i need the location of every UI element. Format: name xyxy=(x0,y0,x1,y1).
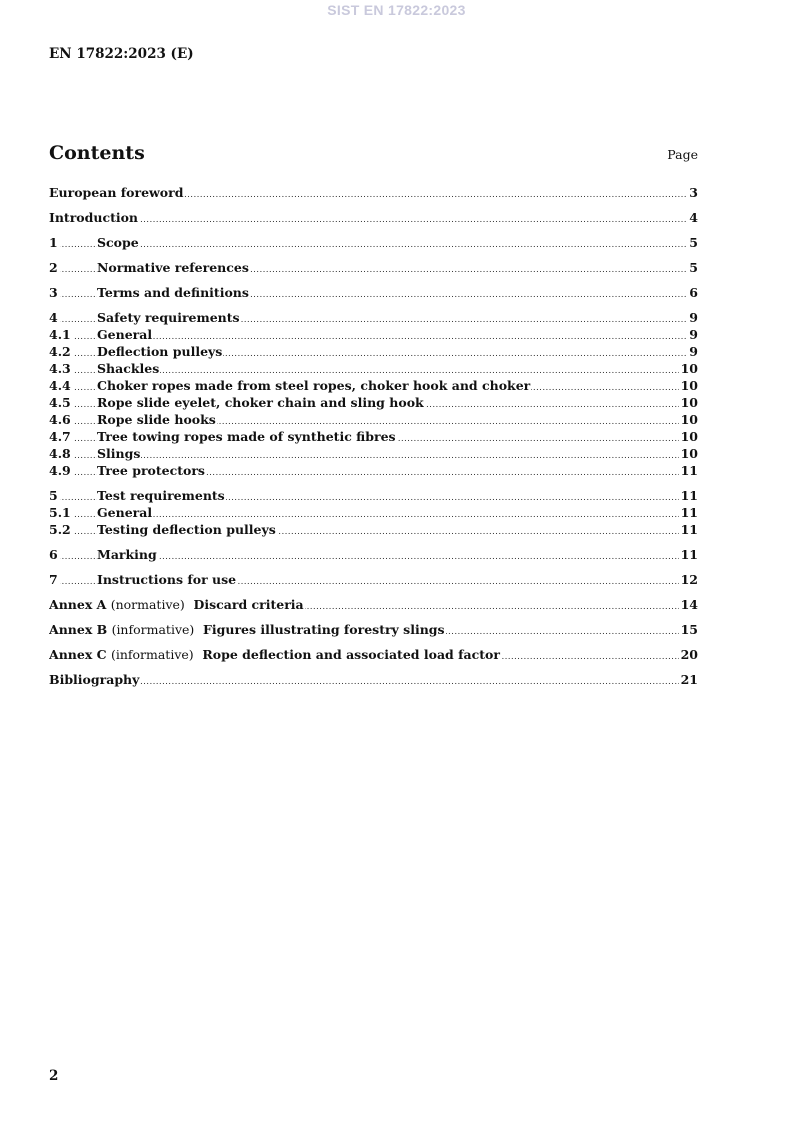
toc-entry-annex-b[interactable] xyxy=(49,621,698,638)
toc-title: Deflection pulleys xyxy=(97,344,223,359)
toc-title: Introduction xyxy=(49,210,139,225)
toc-entry-5-2[interactable] xyxy=(49,521,698,538)
toc-page: 11 xyxy=(680,522,698,537)
toc-number: 4.6 xyxy=(49,412,71,427)
toc-number: 4.1 xyxy=(49,327,71,342)
toc-title: Bibliography xyxy=(49,672,140,687)
toc-entry-4-7[interactable] xyxy=(49,428,698,445)
toc-number: 3 xyxy=(49,285,58,300)
toc-page: 10 xyxy=(680,395,698,410)
toc-entry-6[interactable] xyxy=(49,546,698,563)
toc-title: General xyxy=(97,327,153,342)
toc-page: 9 xyxy=(689,327,698,342)
watermark: SIST EN 17822:2023 xyxy=(327,2,466,18)
toc-page: 4 xyxy=(689,210,698,225)
toc-page: 10 xyxy=(680,429,698,444)
toc-number: 7 xyxy=(49,572,58,587)
toc-number: 4.4 xyxy=(49,378,71,393)
toc-title: Test requirements xyxy=(97,488,225,503)
toc-title: Tree towing ropes made of synthetic fibres xyxy=(97,429,396,444)
toc-title: Marking xyxy=(97,547,157,562)
toc-entry-4-8[interactable] xyxy=(49,445,698,462)
toc-entry-4-2[interactable] xyxy=(49,343,698,360)
toc-title: Rope deflection and associated load factor xyxy=(202,647,500,662)
leader-dots xyxy=(49,234,698,251)
toc-entry-4-1[interactable] xyxy=(49,326,698,343)
toc-page: 10 xyxy=(680,446,698,461)
toc-page: 9 xyxy=(689,310,698,325)
leader-dots xyxy=(49,445,698,462)
toc-page: 12 xyxy=(680,572,698,587)
toc-entry-4-4[interactable] xyxy=(49,377,698,394)
toc-number: 4.8 xyxy=(49,446,71,461)
toc-title: Terms and definitions xyxy=(97,285,249,300)
toc-page: 11 xyxy=(680,463,698,478)
toc-entry-4-6[interactable] xyxy=(49,411,698,428)
toc-page: 10 xyxy=(680,378,698,393)
page-column-label: Page xyxy=(667,147,698,162)
toc-page: 3 xyxy=(689,185,698,200)
toc-title: Safety requirements xyxy=(97,310,240,325)
toc-number: 4.3 xyxy=(49,361,71,376)
toc-page: 5 xyxy=(689,260,698,275)
toc-page: 21 xyxy=(680,672,698,687)
toc-page: 20 xyxy=(680,647,698,662)
leader-dots xyxy=(49,209,698,226)
toc-entry-4[interactable] xyxy=(49,309,698,326)
toc-entry-annex-a[interactable] xyxy=(49,596,698,613)
toc-entry-3[interactable] xyxy=(49,284,698,301)
toc-page: 10 xyxy=(680,361,698,376)
toc-title: Slings xyxy=(97,446,141,461)
toc-number: 2 xyxy=(49,260,58,275)
document-id: EN 17822:2023 (E) xyxy=(49,46,194,62)
page-number: 2 xyxy=(49,1068,59,1084)
toc-title: Rope slide eyelet, choker chain and sling hook xyxy=(97,395,424,410)
annex-label: Annex C xyxy=(49,647,107,662)
toc-entry-annex-c[interactable] xyxy=(49,646,698,663)
toc-page: 5 xyxy=(689,235,698,250)
toc-number: 4.7 xyxy=(49,429,71,444)
annex-heading xyxy=(49,646,501,663)
toc-entry-2[interactable] xyxy=(49,259,698,276)
toc-page: 10 xyxy=(680,412,698,427)
toc-entry-4-3[interactable] xyxy=(49,360,698,377)
toc-number: 4.2 xyxy=(49,344,71,359)
toc-title: Rope slide hooks xyxy=(97,412,216,427)
toc-entry-5-1[interactable] xyxy=(49,504,698,521)
toc-number: 6 xyxy=(49,547,58,562)
toc-title: Figures illustrating forestry slings xyxy=(203,622,445,637)
toc-title: Normative references xyxy=(97,260,249,275)
toc-title: Shackles xyxy=(97,361,160,376)
toc-entry-european-foreword[interactable] xyxy=(49,184,698,201)
annex-label: Annex B xyxy=(49,622,108,637)
toc-page: 14 xyxy=(680,597,698,612)
toc-page: 9 xyxy=(689,344,698,359)
toc-entry-bibliography[interactable] xyxy=(49,671,698,688)
toc-entry-introduction[interactable] xyxy=(49,209,698,226)
leader-dots xyxy=(49,671,698,688)
toc-number: 4.9 xyxy=(49,463,71,478)
toc-number: 5 xyxy=(49,488,58,503)
toc-page: 11 xyxy=(680,505,698,520)
page-title: Contents xyxy=(49,142,145,164)
annex-kind: (informative) xyxy=(111,622,195,637)
toc-title: Scope xyxy=(97,235,139,250)
toc-entry-5[interactable] xyxy=(49,487,698,504)
toc-title: Tree protectors xyxy=(97,463,205,478)
toc-title: Testing deflection pulleys xyxy=(97,522,276,537)
toc-page: 15 xyxy=(680,622,698,637)
toc-number: 5.1 xyxy=(49,505,71,520)
annex-kind: (normative) xyxy=(110,597,185,612)
table-of-contents xyxy=(49,184,698,688)
toc-title: Discard criteria xyxy=(193,597,304,612)
toc-number: 4 xyxy=(49,310,58,325)
toc-number: 5.2 xyxy=(49,522,71,537)
annex-heading xyxy=(49,596,305,613)
annex-label: Annex A xyxy=(49,597,107,612)
toc-entry-7[interactable] xyxy=(49,571,698,588)
toc-entry-4-5[interactable] xyxy=(49,394,698,411)
toc-page: 11 xyxy=(680,547,698,562)
toc-entry-4-9[interactable] xyxy=(49,462,698,479)
toc-title: European foreword xyxy=(49,185,184,200)
toc-page: 6 xyxy=(689,285,698,300)
toc-title: Instructions for use xyxy=(97,572,237,587)
toc-title: General xyxy=(97,505,153,520)
toc-number: 4.5 xyxy=(49,395,71,410)
toc-page: 11 xyxy=(680,488,698,503)
annex-heading xyxy=(49,621,446,638)
toc-title: Choker ropes made from steel ropes, choker hook and choker xyxy=(97,378,531,393)
annex-kind: (informative) xyxy=(110,647,194,662)
toc-entry-1[interactable] xyxy=(49,234,698,251)
toc-number: 1 xyxy=(49,235,58,250)
